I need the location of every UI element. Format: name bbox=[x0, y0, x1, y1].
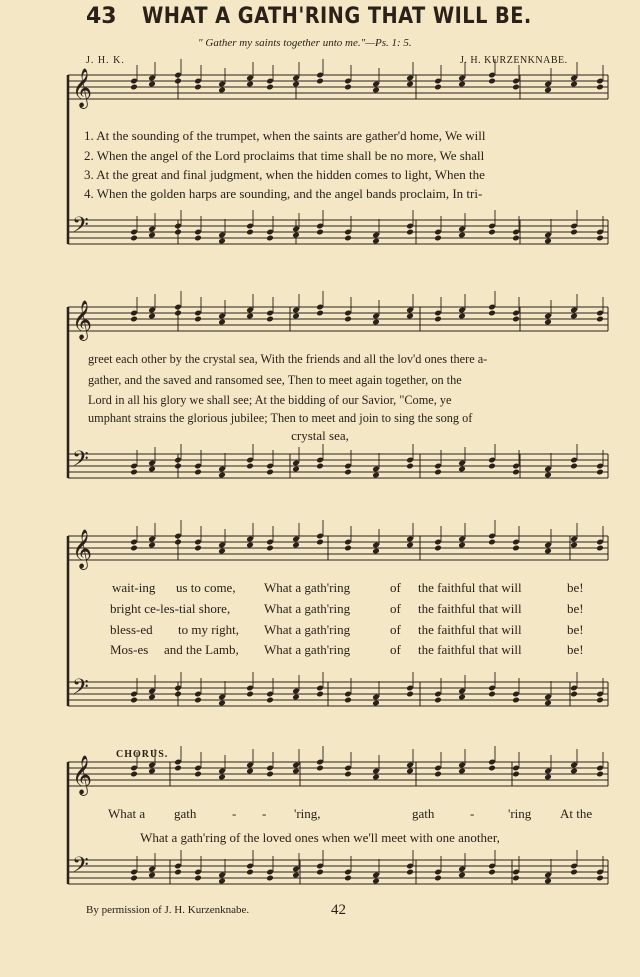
lyric-segment: Mos-es bbox=[110, 642, 149, 657]
lyric-segment: 'ring bbox=[508, 806, 532, 821]
composer-credit: J. H. KURZENKNABE. bbox=[460, 55, 568, 66]
note-head bbox=[372, 319, 380, 326]
note-head bbox=[458, 81, 466, 88]
note-head bbox=[194, 84, 202, 91]
lyric-segment: wait-ing bbox=[112, 580, 156, 595]
treble-clef-icon: 𝄞 bbox=[72, 529, 93, 569]
scripture-epigraph: " Gather my saints together unto me."—Ps. 1: 5. bbox=[198, 37, 412, 49]
note-head bbox=[596, 235, 604, 242]
lyric-segment: - bbox=[232, 806, 237, 821]
note-head bbox=[344, 545, 352, 552]
note-head bbox=[372, 472, 380, 479]
verse-1-line-3 bbox=[0, 580, 640, 596]
note-head bbox=[266, 545, 274, 552]
note-head bbox=[218, 472, 226, 479]
note-head bbox=[596, 697, 604, 704]
note-head bbox=[570, 691, 578, 698]
note-head bbox=[292, 542, 300, 549]
note-head bbox=[148, 232, 156, 239]
note-head bbox=[512, 771, 520, 778]
note-head bbox=[372, 238, 380, 245]
verse-3-line-2: Lord in all his glory we shall see; At the bidding of our Savior, "Come, ye bbox=[88, 393, 452, 407]
note-head bbox=[434, 469, 442, 476]
note-head bbox=[292, 232, 300, 239]
verse-4-line-2: umphant strains the glorious jubilee; Then to meet and join to sing the song of bbox=[88, 411, 473, 425]
note-head bbox=[194, 545, 202, 552]
note-head bbox=[406, 869, 414, 876]
note-head bbox=[266, 469, 274, 476]
note-head bbox=[316, 765, 324, 772]
lyric-segment: bless-ed bbox=[110, 622, 153, 637]
bass-clef-icon: 𝄢 bbox=[72, 675, 89, 705]
note-head bbox=[596, 84, 604, 91]
note-head bbox=[218, 774, 226, 781]
lyric-segment: be! bbox=[567, 601, 584, 616]
lyric-segment: What a bbox=[108, 806, 146, 821]
note-head bbox=[406, 542, 414, 549]
lyric-segment: the faithful that will bbox=[418, 642, 522, 657]
note-head bbox=[174, 539, 182, 546]
note-head bbox=[316, 310, 324, 317]
lyric-segment: to my right, bbox=[178, 622, 240, 637]
note-head bbox=[344, 316, 352, 323]
note-head bbox=[434, 316, 442, 323]
note-head bbox=[512, 316, 520, 323]
note-head bbox=[246, 463, 254, 470]
chorus-lyric-upper bbox=[0, 806, 640, 822]
verse-1-line-2: greet each other by the crystal sea, With the friends and all the lov'd ones there a- bbox=[88, 352, 488, 366]
lyric-segment: gath bbox=[412, 806, 435, 821]
note-head bbox=[570, 313, 578, 320]
lyric-segment: of bbox=[390, 580, 401, 595]
note-head bbox=[218, 548, 226, 555]
note-head bbox=[488, 310, 496, 317]
note-head bbox=[372, 87, 380, 94]
verse-2-line-3 bbox=[0, 601, 640, 617]
lyric-segment: be! bbox=[567, 642, 584, 657]
note-head bbox=[266, 235, 274, 242]
note-head bbox=[372, 774, 380, 781]
note-head bbox=[246, 768, 254, 775]
note-head bbox=[218, 878, 226, 885]
note-head bbox=[194, 771, 202, 778]
lyric-segment: of bbox=[390, 642, 401, 657]
verse-4-line-1: 4. When the golden harps are sounding, and the angel bands proclaim, In tri- bbox=[84, 186, 483, 201]
note-head bbox=[570, 542, 578, 549]
note-head bbox=[266, 697, 274, 704]
note-head bbox=[194, 875, 202, 882]
note-head bbox=[344, 235, 352, 242]
note-head bbox=[406, 691, 414, 698]
note-head bbox=[406, 313, 414, 320]
note-head bbox=[544, 87, 552, 94]
note-head bbox=[570, 463, 578, 470]
note-head bbox=[174, 78, 182, 85]
lyric-segment: - bbox=[470, 806, 475, 821]
note-head bbox=[344, 771, 352, 778]
lyric-segment: What a gath'ring bbox=[264, 601, 351, 616]
note-head bbox=[130, 84, 138, 91]
note-head bbox=[512, 84, 520, 91]
note-head bbox=[596, 469, 604, 476]
note-head bbox=[372, 700, 380, 707]
lyric-segment: and the Lamb, bbox=[164, 642, 239, 657]
lyricist-credit: J. H. K. bbox=[86, 55, 125, 66]
note-head bbox=[218, 238, 226, 245]
note-head bbox=[148, 466, 156, 473]
note-head bbox=[406, 463, 414, 470]
verse-2-line-2: gather, and the saved and ransomed see, Then to meet again together, on the bbox=[88, 373, 462, 387]
note-head bbox=[406, 768, 414, 775]
note-head bbox=[148, 542, 156, 549]
note-head bbox=[344, 697, 352, 704]
bass-clef-icon: 𝄢 bbox=[72, 213, 89, 243]
note-head bbox=[512, 545, 520, 552]
note-head bbox=[544, 548, 552, 555]
note-head bbox=[174, 310, 182, 317]
lyric-segment: be! bbox=[567, 622, 584, 637]
note-head bbox=[434, 771, 442, 778]
lyric-segment: What a gath'ring bbox=[264, 580, 351, 595]
treble-clef-icon: 𝄞 bbox=[72, 68, 93, 108]
note-head bbox=[344, 469, 352, 476]
note-head bbox=[512, 697, 520, 704]
treble-clef-icon: 𝄞 bbox=[72, 300, 93, 340]
note-head bbox=[596, 771, 604, 778]
lyric-segment: us to come, bbox=[176, 580, 236, 595]
note-head bbox=[488, 78, 496, 85]
hymn-number: 43 bbox=[86, 4, 117, 29]
note-head bbox=[148, 313, 156, 320]
note-head bbox=[488, 869, 496, 876]
lyric-segment: the faithful that will bbox=[418, 622, 522, 637]
note-head bbox=[218, 700, 226, 707]
note-head bbox=[148, 872, 156, 879]
note-head bbox=[458, 694, 466, 701]
verse-2-line-1: 2. When the angel of the Lord proclaims that time shall be no more, We shall bbox=[84, 148, 485, 163]
note-head bbox=[344, 875, 352, 882]
lyric-segment: bright ce-les-tial shore, bbox=[110, 601, 231, 616]
note-head bbox=[372, 548, 380, 555]
note-head bbox=[194, 469, 202, 476]
verse-3-line-3 bbox=[0, 622, 640, 638]
note-head bbox=[148, 768, 156, 775]
note-head bbox=[434, 875, 442, 882]
note-head bbox=[316, 229, 324, 236]
note-head bbox=[458, 542, 466, 549]
note-head bbox=[246, 691, 254, 698]
note-head bbox=[194, 697, 202, 704]
bass-clef-icon: 𝄢 bbox=[72, 447, 89, 477]
note-head bbox=[316, 78, 324, 85]
note-head bbox=[174, 463, 182, 470]
note-head bbox=[148, 694, 156, 701]
note-head bbox=[292, 313, 300, 320]
lyric-segment: the faithful that will bbox=[418, 580, 522, 595]
note-head bbox=[246, 869, 254, 876]
note-head bbox=[174, 229, 182, 236]
lyric-segment: - bbox=[262, 806, 267, 821]
note-head bbox=[130, 235, 138, 242]
note-head bbox=[458, 232, 466, 239]
note-head bbox=[488, 539, 496, 546]
lyric-segment: the faithful that will bbox=[418, 601, 522, 616]
note-head bbox=[458, 466, 466, 473]
note-head bbox=[512, 469, 520, 476]
note-head bbox=[488, 229, 496, 236]
note-head bbox=[316, 869, 324, 876]
lyric-segment: At the bbox=[560, 806, 593, 821]
note-head bbox=[174, 765, 182, 772]
note-head bbox=[194, 235, 202, 242]
note-head bbox=[246, 81, 254, 88]
note-head bbox=[570, 768, 578, 775]
chorus-lyric-lower: What a gath'ring of the loved ones when we'll meet with one another, bbox=[140, 830, 500, 845]
chorus-label: CHORUS. bbox=[116, 749, 169, 760]
note-head bbox=[130, 771, 138, 778]
note-head bbox=[372, 878, 380, 885]
lyric-segment: be! bbox=[567, 580, 584, 595]
note-head bbox=[218, 319, 226, 326]
lyric-segment: of bbox=[390, 622, 401, 637]
note-head bbox=[130, 316, 138, 323]
note-head bbox=[292, 768, 300, 775]
note-head bbox=[266, 771, 274, 778]
lyric-segment: of bbox=[390, 601, 401, 616]
note-head bbox=[316, 539, 324, 546]
note-head bbox=[316, 463, 324, 470]
lyric-segment: What a gath'ring bbox=[264, 622, 351, 637]
note-head bbox=[458, 313, 466, 320]
note-head bbox=[488, 691, 496, 698]
note-head bbox=[434, 235, 442, 242]
note-head bbox=[292, 694, 300, 701]
bass-clef-icon: 𝄢 bbox=[72, 853, 89, 883]
note-head bbox=[292, 872, 300, 879]
lyric-segment: What a gath'ring bbox=[264, 642, 351, 657]
note-head bbox=[246, 542, 254, 549]
note-head bbox=[570, 229, 578, 236]
note-head bbox=[570, 81, 578, 88]
note-head bbox=[266, 316, 274, 323]
note-head bbox=[488, 463, 496, 470]
note-head bbox=[406, 81, 414, 88]
note-head bbox=[512, 875, 520, 882]
note-head bbox=[458, 872, 466, 879]
note-head bbox=[130, 545, 138, 552]
note-head bbox=[316, 691, 324, 698]
note-head bbox=[570, 869, 578, 876]
verse-4-line-3 bbox=[0, 642, 640, 658]
verse-3-line-1: 3. At the great and final judgment, when the hidden comes to light, When the bbox=[84, 167, 485, 182]
note-head bbox=[246, 229, 254, 236]
verse-4-continuation: crystal sea, bbox=[291, 428, 349, 443]
note-head bbox=[194, 316, 202, 323]
note-head bbox=[458, 768, 466, 775]
note-head bbox=[434, 84, 442, 91]
note-head bbox=[266, 875, 274, 882]
note-head bbox=[544, 774, 552, 781]
note-head bbox=[130, 875, 138, 882]
permission-credit: By permission of J. H. Kurzenknabe. bbox=[86, 904, 250, 916]
lyric-segment: 'ring, bbox=[294, 806, 321, 821]
note-head bbox=[130, 469, 138, 476]
page-number: 42 bbox=[331, 902, 346, 918]
hymn-title: WHAT A GATH'RING THAT WILL BE. bbox=[142, 4, 532, 29]
note-head bbox=[406, 229, 414, 236]
note-head bbox=[148, 81, 156, 88]
note-head bbox=[544, 878, 552, 885]
note-head bbox=[596, 316, 604, 323]
note-head bbox=[344, 84, 352, 91]
note-head bbox=[174, 691, 182, 698]
note-head bbox=[246, 313, 254, 320]
note-head bbox=[266, 84, 274, 91]
note-head bbox=[292, 81, 300, 88]
note-head bbox=[544, 700, 552, 707]
verse-1-line-1: 1. At the sounding of the trumpet, when the saints are gather'd home, We will bbox=[84, 128, 486, 143]
note-head bbox=[596, 875, 604, 882]
note-head bbox=[434, 545, 442, 552]
note-head bbox=[434, 697, 442, 704]
note-head bbox=[218, 87, 226, 94]
note-head bbox=[174, 869, 182, 876]
note-head bbox=[596, 545, 604, 552]
note-head bbox=[130, 697, 138, 704]
treble-clef-icon: 𝄞 bbox=[72, 755, 93, 795]
note-head bbox=[544, 238, 552, 245]
note-head bbox=[544, 472, 552, 479]
lyric-segment: gath bbox=[174, 806, 197, 821]
note-head bbox=[544, 319, 552, 326]
note-head bbox=[488, 765, 496, 772]
note-head bbox=[512, 235, 520, 242]
note-head bbox=[292, 466, 300, 473]
